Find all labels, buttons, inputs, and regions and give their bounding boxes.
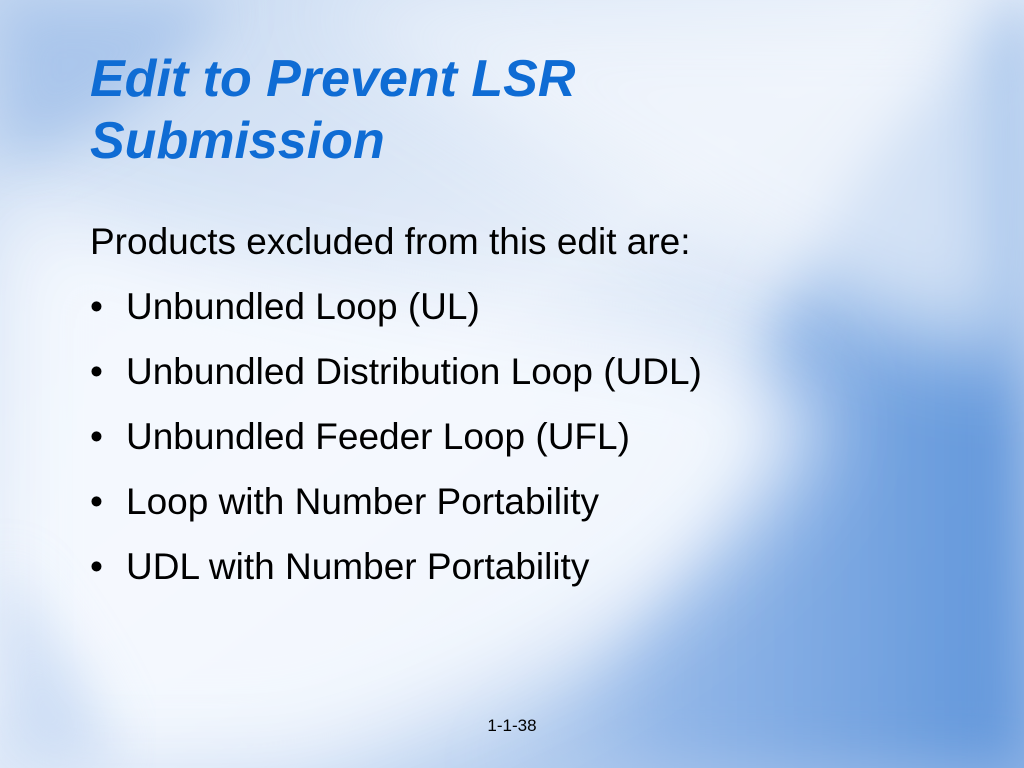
- slide-title-line-1: Edit to Prevent LSR: [90, 50, 576, 108]
- bullet-icon: •: [90, 351, 103, 392]
- bullet-text: Unbundled Loop (UL): [126, 286, 480, 327]
- bullet-icon: •: [90, 481, 103, 522]
- bullet-list: [90, 279, 990, 604]
- bullet-item: [90, 279, 990, 344]
- bullet-text: Unbundled Feeder Loop (UFL): [126, 416, 630, 457]
- bullet-text: Loop with Number Portability: [126, 481, 599, 522]
- bullet-text: UDL with Number Portability: [126, 546, 590, 587]
- slide-title-line-2: Submission: [90, 112, 385, 170]
- bullet-item: [90, 409, 990, 474]
- bullet-icon: •: [90, 546, 103, 587]
- slide-body: [90, 214, 990, 604]
- bullet-icon: •: [90, 416, 103, 457]
- slide-title: [90, 48, 910, 172]
- bullet-item: [90, 474, 990, 539]
- bullet-item: [90, 539, 990, 604]
- bullet-icon: •: [90, 286, 103, 327]
- page-number: 1-1-38: [487, 716, 537, 735]
- bullet-item: [90, 344, 990, 409]
- intro-text: Products excluded from this edit are:: [90, 221, 691, 262]
- bullet-text: Unbundled Distribution Loop (UDL): [126, 351, 702, 392]
